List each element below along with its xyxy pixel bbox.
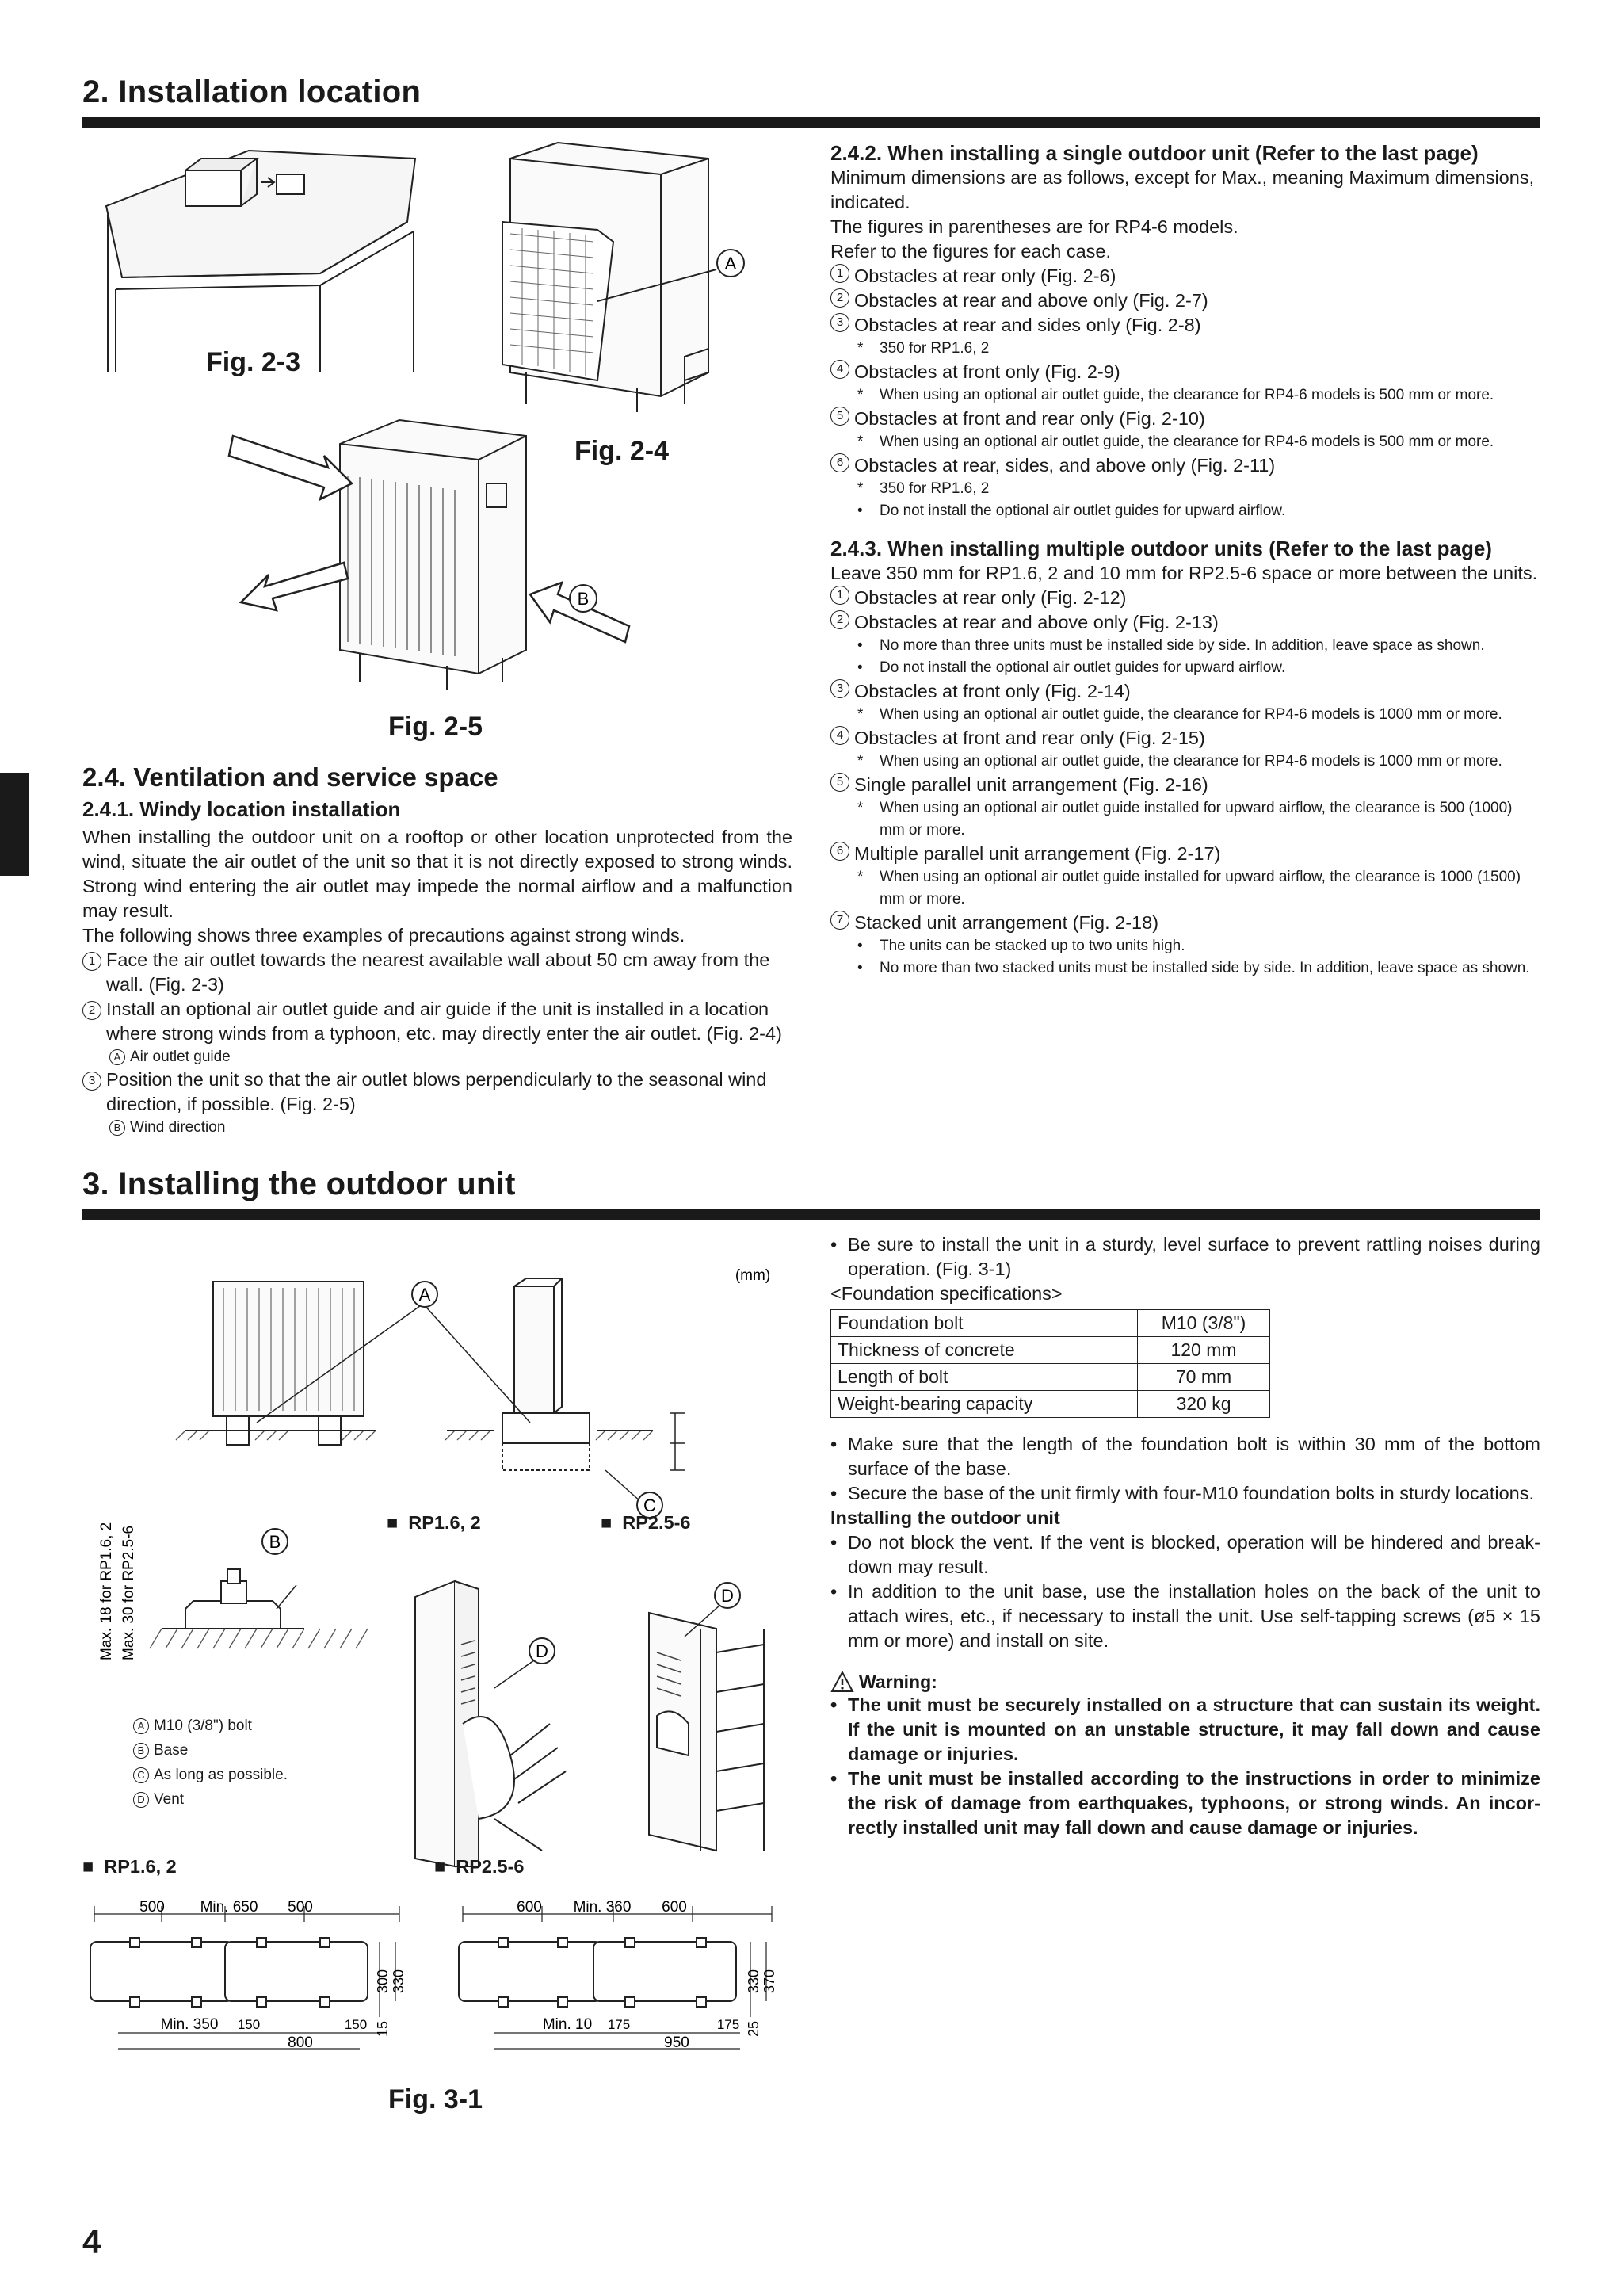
list-item: 2 Obstacles at rear and above only (Fig. 2-13) [830, 610, 1540, 635]
bullet-item: • Be sure to install the unit in a sturdy, level surface to prevent rattling noises during operation. (Fig. 3-1) [830, 1234, 1540, 1279]
dim-rp25-min360: Min. 360 [573, 1899, 632, 1916]
dim-rp25-600-left: 600 [517, 1899, 542, 1916]
fig-3-1-mm-unit: (mm) [735, 1267, 771, 1284]
section-2-4-title: 2.4. Ventilation and service space [82, 762, 498, 792]
dim-rp25-min10: Min. 10 [542, 2016, 593, 2033]
fig-3-1-callout-d-left: D [536, 1641, 548, 1661]
dim-rp25-330: 330 [746, 1969, 761, 1994]
foundation-spec-table [830, 1309, 1270, 1418]
list-item: 4 Obstacles at front only (Fig. 2-9) [830, 360, 1540, 384]
section-2-title: 2. Installation location [82, 74, 422, 109]
warning-item: • The unit must be securely installed on a structure that can sustain its weight. If the unit is mounted on an unstable structure, it may fall down and cause damage or injuries. [830, 1694, 1540, 1764]
section-2-rule [82, 117, 1540, 128]
section-2-4-1-intro: The following shows three examples of precautions against strong winds. [82, 925, 685, 946]
fig-3-1-callout-b: B [269, 1532, 281, 1552]
warning-heading: Warning: [830, 1671, 1540, 1693]
legend-item-d: D Vent [133, 1787, 288, 1812]
fig-3-1-legend [133, 1713, 288, 1812]
section-2-4-2-column [830, 141, 1540, 980]
fig-3-1-callout-d-right: D [721, 1586, 734, 1606]
sub-note: * When using an optional air outlet guide, the clearance for RP4-6 models is 500 mm or more. [857, 387, 1494, 403]
dim-rp16-500-right: 500 [288, 1899, 313, 1916]
fig-3-1-callout-c: C [643, 1496, 656, 1515]
list-item: 2 Install an optional air outlet guide and air guide if the unit is installed in a location where strong winds from a typhoon, etc. may directly enter the air outlet. (Fig. 2-4) [82, 997, 792, 1046]
sub-note: * 350 for RP1.6, 2 [857, 480, 990, 497]
dim-rp16-150-left: 150 [237, 2017, 261, 2032]
fig-2-3-2-4-2-5-illustration [82, 135, 843, 769]
list-item: 1 Face the air outlet towards the nearest available wall about 50 cm away from the wall. (Fig. 2-3) [82, 948, 792, 997]
section-2-4-2-title: 2.4.2. When installing a single outdoor unit (Refer to the last page) [830, 141, 1479, 165]
sub-note: • Do not install the optional air outlet guides for upward airflow. [857, 502, 1286, 519]
dim-rp25-25: 25 [746, 2020, 761, 2038]
warning-item: • The unit must be installed according to the instructions in order to minimize the risk of damage from earthquakes, typhoons, or strong winds. An incor-rectly installed unit may fall down and cause damage or injuries. [830, 1768, 1540, 1838]
section-3-title: 3. Installing the outdoor unit [82, 1167, 516, 1201]
table-row: Thickness of concrete 120 mm [831, 1337, 1270, 1364]
bullet-item: • In addition to the unit base, use the installation holes on the back of the unit to attach wires, etc., if necessary to install the unit. Use self-tapping screws (ø5 × 15 mm or more) and install on site. [830, 1581, 1540, 1651]
dim-rp16-800: 800 [288, 2034, 313, 2051]
table-row: Weight-bearing capacity 320 kg [831, 1391, 1270, 1418]
fig-2-4-unit-drawing [502, 143, 716, 412]
sub-note: • No more than two stacked units must be installed side by side. In addition, leave space as shown. [857, 960, 1530, 976]
fig-3-1-label: Fig. 3-1 [388, 2084, 483, 2115]
fig-2-5-label: Fig. 2-5 [388, 712, 483, 742]
sub-note: * When using an optional air outlet guide installed for upward airflow, the clearance is 1000 (1500) mm or more. [857, 869, 1521, 907]
dim-rp25-175-left: 175 [607, 2017, 631, 2032]
legend-item-b: B Base [133, 1738, 288, 1763]
table-row: Length of bolt 70 mm [831, 1364, 1270, 1391]
list-item: 3 Position the unit so that the air outlet blows perpendicularly to the seasonal wind direction, if possible. (Fig. 2-5) [82, 1068, 792, 1117]
sub-note: * When using an optional air outlet guide, the clearance for RP4-6 models is 500 mm or more. [857, 434, 1494, 450]
note-wind-direction: B Wind direction [82, 1117, 792, 1138]
bullet-item: • Secure the base of the unit firmly with four-M10 foundation bolts in sturdy locations. [830, 1483, 1535, 1503]
legend-item-c: C As long as possible. [133, 1763, 288, 1787]
fig-2-4-label: Fig. 2-4 [574, 436, 670, 466]
sub-note: * 350 for RP1.6, 2 [857, 340, 990, 357]
foundation-spec-header: <Foundation specifications> [830, 1283, 1063, 1304]
fig-2-3-rooftop-drawing [106, 151, 415, 372]
fig-3-1-drawing [82, 1232, 811, 2152]
section-2-4-3-paragraph: Leave 350 mm for RP1.6, 2 and 10 mm for RP2.5-6 space or more between the units. [830, 563, 1538, 583]
sub-note: • Do not install the optional air outlet guides for upward airflow. [857, 659, 1286, 676]
legend-item-a: A M10 (3/8") bolt [133, 1713, 288, 1738]
section-2-4-2-note: The figures in parentheses are for RP4-6 models. [830, 216, 1238, 237]
section-2-4-left-column [82, 762, 792, 1138]
dim-rp16-300: 300 [375, 1969, 391, 1994]
list-item: 3 Obstacles at front only (Fig. 2-14) [830, 679, 1540, 704]
sub-note: * When using an optional air outlet guide, the clearance for RP4-6 models is 1000 mm or more. [857, 706, 1502, 723]
sub-note: • The units can be stacked up to two units high. [857, 938, 1185, 954]
dim-rp25-370: 370 [761, 1969, 777, 1994]
fig-2-5-label-b: B [577, 589, 590, 609]
sub-note: * When using an optional air outlet guide installed for upward airflow, the clearance is 500 (1000) mm or more. [857, 800, 1513, 839]
section-3-right-column [830, 1232, 1540, 1840]
section-2-4-2-paragraph: Minimum dimensions are as follows, except for Max., meaning Maximum dimensions, indicated. [830, 167, 1535, 212]
list-item: 5 Single parallel unit arrangement (Fig. 2-16) [830, 773, 1540, 797]
installing-outdoor-unit-title: Installing the outdoor unit [830, 1507, 1060, 1528]
bullet-item: • Do not block the vent. If the vent is blocked, operation will be hindered and break-down may result. [830, 1532, 1540, 1577]
list-item: 5 Obstacles at front and rear only (Fig. 2-10) [830, 407, 1540, 431]
dim-rp16-min350: Min. 350 [160, 2016, 219, 2033]
fig-2-3-label: Fig. 2-3 [206, 347, 301, 377]
section-2-4-1-title: 2.4.1. Windy location installation [82, 797, 401, 821]
sub-note: * When using an optional air outlet guide, the clearance for RP4-6 models is 1000 mm or more. [857, 753, 1502, 770]
max-text-rp25: Max. 30 for RP2.5-6 [120, 1525, 137, 1660]
fig-3-1-model-rp25: ■ RP2.5-6 [601, 1512, 691, 1533]
dim-rp25-600-right: 600 [662, 1899, 687, 1916]
dim-rp16-min650: Min. 650 [200, 1899, 258, 1916]
sub-note: • No more than three units must be installed side by side. In addition, leave space as shown. [857, 637, 1485, 654]
bullet-item: • Make sure that the length of the foundation bolt is within 30 mm of the bottom surface of the base. [830, 1434, 1540, 1479]
dim-rp16-500-left: 500 [139, 1899, 165, 1916]
dim-rp25-175-right: 175 [716, 2017, 740, 2032]
section-2-4-1-paragraph: When installing the outdoor unit on a rooftop or other location unprotected from the wind, situate the air outlet of the unit so that it is not directly exposed to strong winds. Strong wind entering the air outlet may impede the normal airflow and a malfunction may result. [82, 827, 792, 921]
list-item: 7 Stacked unit arrangement (Fig. 2-18) [830, 911, 1540, 935]
side-tab [0, 773, 29, 876]
fig-3-1-callout-a: A [418, 1285, 431, 1305]
dim-rp25-950: 950 [664, 2034, 689, 2051]
fig-3-1-bottom-model-rp16: ■ RP1.6, 2 [82, 1856, 177, 1877]
list-item: 2 Obstacles at rear and above only (Fig. 2-7) [830, 288, 1540, 313]
fig-3-1-bottom-model-rp25: ■ RP2.5-6 [434, 1856, 525, 1877]
dim-rp16-15: 15 [375, 2020, 391, 2038]
fig-3-1-model-rp16: ■ RP1.6, 2 [387, 1512, 481, 1533]
list-item: 3 Obstacles at rear and sides only (Fig. 2-8) [830, 313, 1540, 338]
dim-rp16-330: 330 [391, 1969, 406, 1994]
page-number: 4 [82, 2223, 101, 2260]
list-item: 1 Obstacles at rear only (Fig. 2-12) [830, 586, 1540, 610]
section-2-4-3-title: 2.4.3. When installing multiple outdoor units (Refer to the last page) [830, 537, 1492, 560]
list-item: 1 Obstacles at rear only (Fig. 2-6) [830, 264, 1540, 288]
note-air-outlet-guide: A Air outlet guide [82, 1046, 792, 1068]
table-row: Foundation bolt M10 (3/8") [831, 1310, 1270, 1337]
section-3-rule [82, 1209, 1540, 1220]
dim-rp16-150-right: 150 [344, 2017, 368, 2032]
list-item: 4 Obstacles at front and rear only (Fig. 2-15) [830, 726, 1540, 751]
max-text-rp16: Max. 18 for RP1.6, 2 [98, 1522, 115, 1660]
list-item: 6 Multiple parallel unit arrangement (Fig. 2-17) [830, 842, 1540, 866]
fig-2-5-unit-drawing [229, 420, 629, 690]
list-item: 6 Obstacles at rear, sides, and above only (Fig. 2-11) [830, 453, 1540, 478]
section-2-4-2-refer: Refer to the figures for each case. [830, 241, 1111, 262]
warning-icon [830, 1671, 854, 1693]
fig-2-4-label-a: A [724, 254, 737, 273]
